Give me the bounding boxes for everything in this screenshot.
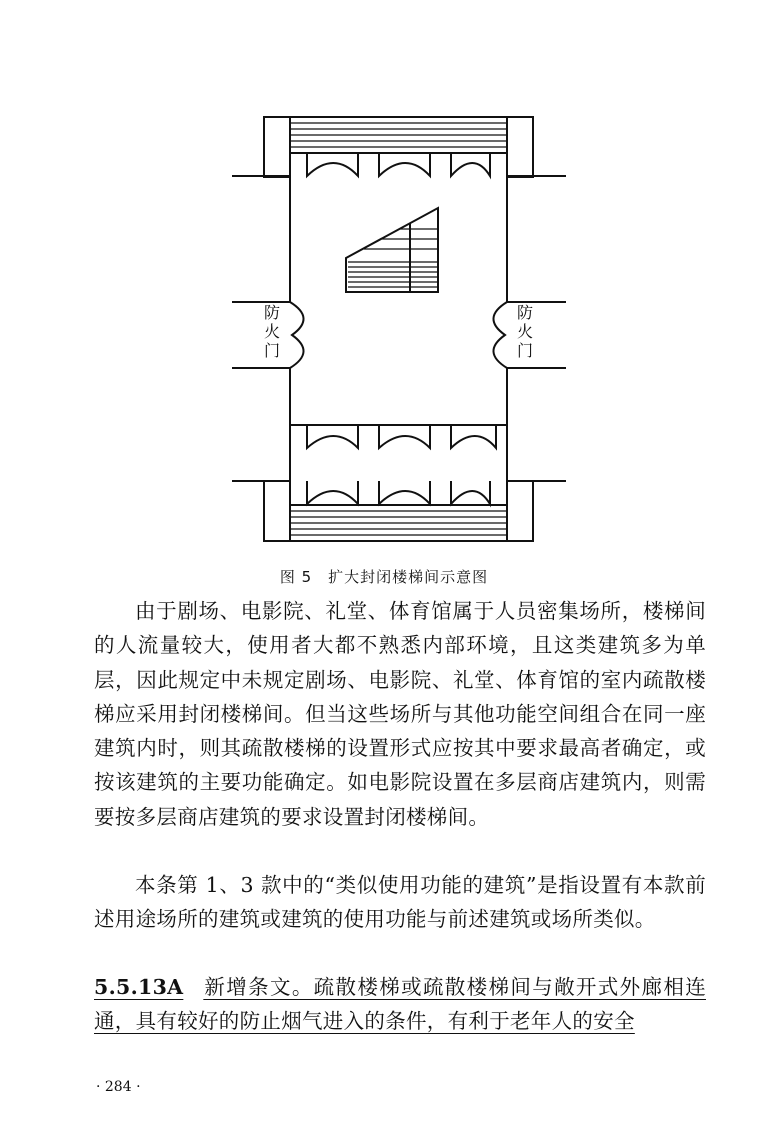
fire-door-label-right — [513, 303, 537, 360]
fire-door-label-right-char: 火 — [516, 322, 533, 341]
clause-number: 5.5.13A — [94, 975, 184, 999]
fire-door-left — [290, 302, 304, 368]
page-number: · 284 · — [96, 1079, 141, 1095]
enlarged-enclosed-staircase-diagram — [0, 0, 768, 560]
top-pillar-left — [264, 117, 290, 177]
figure-caption-title: 扩大封闭楼梯间示意图 — [328, 568, 489, 586]
clause-paragraph — [94, 970, 706, 1039]
top-pillar-right — [507, 117, 533, 177]
fire-door-label-left-char: 门 — [263, 341, 280, 360]
bottom-pillar-right — [507, 481, 533, 541]
figure-caption-number: 图 5 — [279, 568, 313, 586]
figure-caption — [0, 566, 768, 587]
fire-door-label-right-char: 门 — [516, 341, 533, 360]
fire-door-label-left — [260, 303, 284, 360]
body-paragraph-1: 由于剧场、电影院、礼堂、体育馆属于人员密集场所，楼梯间的人流量较大，使用者大都不熟悉内部环境，且这类建筑多为单层，因此规定中未规定剧场、电影院、礼堂、体育馆的室内疏散楼梯应采用封闭楼梯间。但当这些场所与其他功能空间组合在同一座建筑内时，则其疏散楼梯的设置形式应按其中要求最高者确定，或按该建筑的主要功能确定。如电影院设置在多层商店建筑内，则需要按多层商店建筑的要求设置封闭楼梯间。 — [94, 599, 706, 829]
central-stair-outline — [346, 208, 438, 292]
body-paragraph-2: 本条第 1、3 款中的“类似使用功能的建筑”是指设置有本款前述用途场所的建筑或建筑的使用功能与前述建筑或场所类似。 — [94, 873, 706, 932]
top-door-row — [307, 153, 490, 176]
fire-door-label-left-char: 防 — [263, 303, 280, 322]
bottom-pillar-left — [264, 481, 290, 541]
fire-door-right — [493, 302, 507, 368]
fire-door-label-left-char: 火 — [263, 322, 280, 341]
fire-door-label-right-char: 防 — [516, 303, 533, 322]
bottom-door-row — [307, 481, 490, 504]
lower-door-row — [307, 425, 496, 448]
clause-text: 新增条文。疏散楼梯或疏散楼梯间与敞开式外廊相连通，具有较好的防止烟气进入的条件，有利于老年人的安全 — [94, 975, 706, 1034]
